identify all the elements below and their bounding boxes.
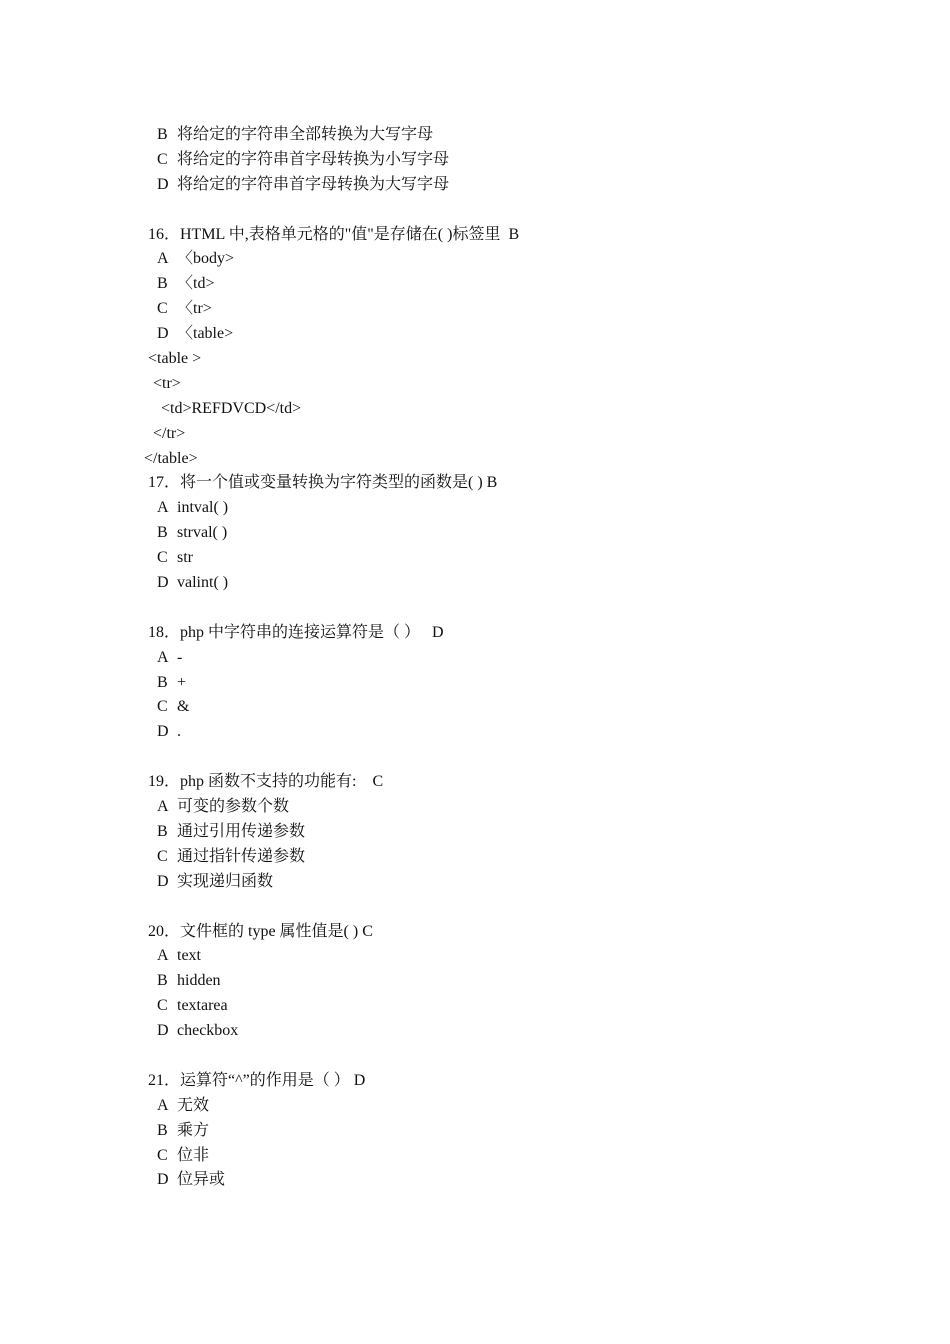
option-text: . <box>177 723 181 741</box>
option-letter: C <box>157 300 168 318</box>
option-21-d <box>0 1168 950 1193</box>
option-text: 〈table> <box>177 325 234 343</box>
option-17-a <box>0 496 950 521</box>
option-letter: D <box>157 1171 169 1189</box>
option-text: str <box>177 549 193 567</box>
option-16-b <box>0 272 950 297</box>
option-letter: D <box>157 723 169 741</box>
spacer <box>0 745 950 770</box>
option-16-d <box>0 322 950 347</box>
option-text: 将给定的字符串首字母转换为小写字母 <box>177 150 450 168</box>
option-18-d <box>0 720 950 745</box>
option-18-c <box>0 695 950 720</box>
option-letter: B <box>157 822 168 840</box>
option-letter: A <box>157 499 169 517</box>
option-text: text <box>177 947 201 965</box>
code-line: </table> <box>144 449 198 467</box>
option-17-b <box>0 521 950 546</box>
question-19-stem: 19．php 函数不支持的功能有: C <box>148 773 384 791</box>
code-line: </tr> <box>153 424 186 442</box>
option-letter: A <box>157 250 169 268</box>
option-20-b <box>0 969 950 994</box>
option-letter: B <box>157 524 168 542</box>
option-19-b <box>0 820 950 845</box>
option-letter: C <box>157 549 168 567</box>
option-text: 将给定的字符串全部转换为大写字母 <box>177 126 434 143</box>
option-20-a <box>0 944 950 969</box>
option-letter: B <box>157 126 168 143</box>
spacer <box>0 1044 950 1069</box>
option-letter: C <box>157 847 168 865</box>
option-text: strval( ) <box>177 524 228 542</box>
option-16-a <box>0 247 950 272</box>
option-letter: A <box>157 648 169 666</box>
option-18-a <box>0 646 950 671</box>
option-letter: C <box>157 150 168 168</box>
option-20-d <box>0 1019 950 1044</box>
option-text: intval( ) <box>177 499 229 517</box>
option-letter: D <box>157 325 169 343</box>
option-text: hidden <box>177 972 221 990</box>
option-text: 位异或 <box>177 1171 226 1189</box>
option-letter: D <box>157 1022 169 1040</box>
option-text: 将给定的字符串首字母转换为大写字母 <box>177 175 450 193</box>
code-line: <tr> <box>153 374 181 392</box>
question-17-stem: 17．将一个值或变量转换为字符类型的函数是( ) B <box>148 474 498 492</box>
option-15-b <box>0 123 950 148</box>
code-line: <table > <box>148 350 202 368</box>
spacer <box>0 895 950 920</box>
code-line: <td>REFDVCD</td> <box>161 399 302 417</box>
option-letter: D <box>157 175 169 193</box>
option-letter: B <box>157 673 168 691</box>
option-text: checkbox <box>177 1022 239 1040</box>
document-page <box>0 123 950 1193</box>
option-text: valint( ) <box>177 574 229 592</box>
option-letter: A <box>157 1096 169 1114</box>
spacer <box>0 198 950 223</box>
option-text: 位非 <box>177 1146 210 1164</box>
option-letter: B <box>157 1121 168 1139</box>
option-text: 〈body> <box>177 250 235 268</box>
option-18-b <box>0 671 950 696</box>
option-letter: C <box>157 997 168 1015</box>
option-letter: C <box>157 1146 168 1164</box>
option-letter: D <box>157 574 169 592</box>
option-20-c <box>0 994 950 1019</box>
option-17-d <box>0 571 950 596</box>
option-text: 〈tr> <box>177 300 212 318</box>
question-16-stem: 16．HTML 中,表格单元格的"值"是存储在( )标签里 B <box>148 225 520 243</box>
question-18-stem: 18．php 中字符串的连接运算符是（ ） D <box>148 623 444 641</box>
spacer <box>0 596 950 621</box>
option-19-c <box>0 845 950 870</box>
option-21-a <box>0 1094 950 1119</box>
option-letter: B <box>157 972 168 990</box>
option-21-c <box>0 1144 950 1169</box>
option-text: - <box>177 648 183 666</box>
option-text: textarea <box>177 997 228 1015</box>
option-16-c <box>0 297 950 322</box>
option-text: + <box>177 673 187 691</box>
option-text: 实现递归函数 <box>177 872 274 890</box>
question-20-stem: 20．文件框的 type 属性值是( ) C <box>148 922 373 940</box>
option-19-d <box>0 870 950 895</box>
option-text: 通过引用传递参数 <box>177 822 306 840</box>
option-15-c <box>0 148 950 173</box>
option-21-b <box>0 1119 950 1144</box>
option-text: & <box>177 698 190 716</box>
option-letter: A <box>157 947 169 965</box>
option-text: 〈td> <box>177 275 215 293</box>
question-21-stem: 21．运算符“^”的作用是（ ） D <box>148 1071 366 1089</box>
option-text: 通过指针传递参数 <box>177 847 306 865</box>
option-19-a <box>0 795 950 820</box>
option-17-c <box>0 546 950 571</box>
option-letter: B <box>157 275 168 293</box>
option-text: 无效 <box>177 1096 210 1114</box>
option-text: 可变的参数个数 <box>177 798 290 816</box>
option-15-d <box>0 173 950 198</box>
option-letter: D <box>157 872 169 890</box>
option-letter: A <box>157 798 169 816</box>
option-text: 乘方 <box>177 1121 210 1139</box>
option-letter: C <box>157 698 168 716</box>
